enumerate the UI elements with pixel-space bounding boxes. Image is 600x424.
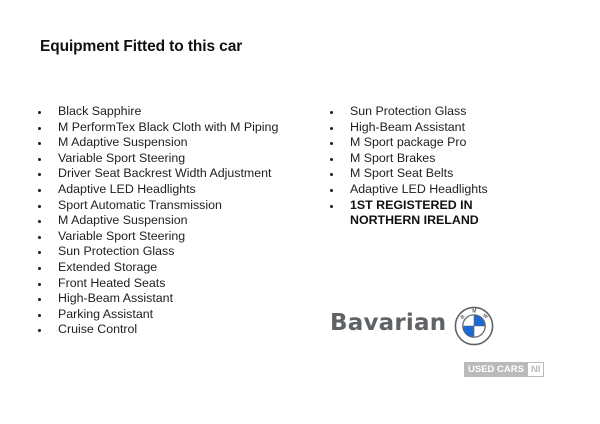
registration-line-2: NORTHERN IRELAND (350, 213, 479, 228)
list-item: M Sport package Pro (328, 135, 568, 151)
used-cars-label: USED CARS (464, 362, 528, 377)
list-item: Black Sapphire (36, 104, 326, 120)
equipment-list-right (328, 104, 568, 229)
list-item: High-Beam Assistant (328, 120, 568, 136)
list-item: Variable Sport Steering (36, 229, 326, 245)
list-item: Adaptive LED Headlights (328, 182, 568, 198)
roundel-letter-w: W (481, 312, 489, 321)
used-cars-badge (464, 362, 544, 377)
bmw-roundel-icon (454, 306, 494, 346)
list-item: Driver Seat Backrest Width Adjustment (36, 166, 326, 182)
list-item: Extended Storage (36, 260, 326, 276)
dealer-logo (330, 306, 500, 348)
region-label: NI (528, 362, 545, 377)
list-item: M Adaptive Suspension (36, 135, 326, 151)
list-item: M Sport Seat Belts (328, 166, 568, 182)
list-item: High-Beam Assistant (36, 291, 326, 307)
list-item: Sun Protection Glass (328, 104, 568, 120)
list-item: Variable Sport Steering (36, 151, 326, 167)
equipment-list-left (36, 104, 326, 338)
list-item: Adaptive LED Headlights (36, 182, 326, 198)
list-item: M Adaptive Suspension (36, 213, 326, 229)
dealer-wordmark: Bavarian (330, 310, 447, 336)
registration-highlight-item (328, 198, 568, 229)
list-item: Cruise Control (36, 322, 326, 338)
list-item: Front Heated Seats (36, 276, 326, 292)
list-item: M PerformTex Black Cloth with M Piping (36, 120, 326, 136)
list-item: Parking Assistant (36, 307, 326, 323)
list-item: Sun Protection Glass (36, 244, 326, 260)
registration-line-1: 1ST REGISTERED IN (350, 197, 473, 212)
roundel-letter-m: M (472, 308, 477, 315)
list-item: M Sport Brakes (328, 151, 568, 167)
roundel-letter-b: B (459, 314, 467, 321)
list-item: Sport Automatic Transmission (36, 198, 326, 214)
page-title: Equipment Fitted to this car (40, 38, 243, 55)
